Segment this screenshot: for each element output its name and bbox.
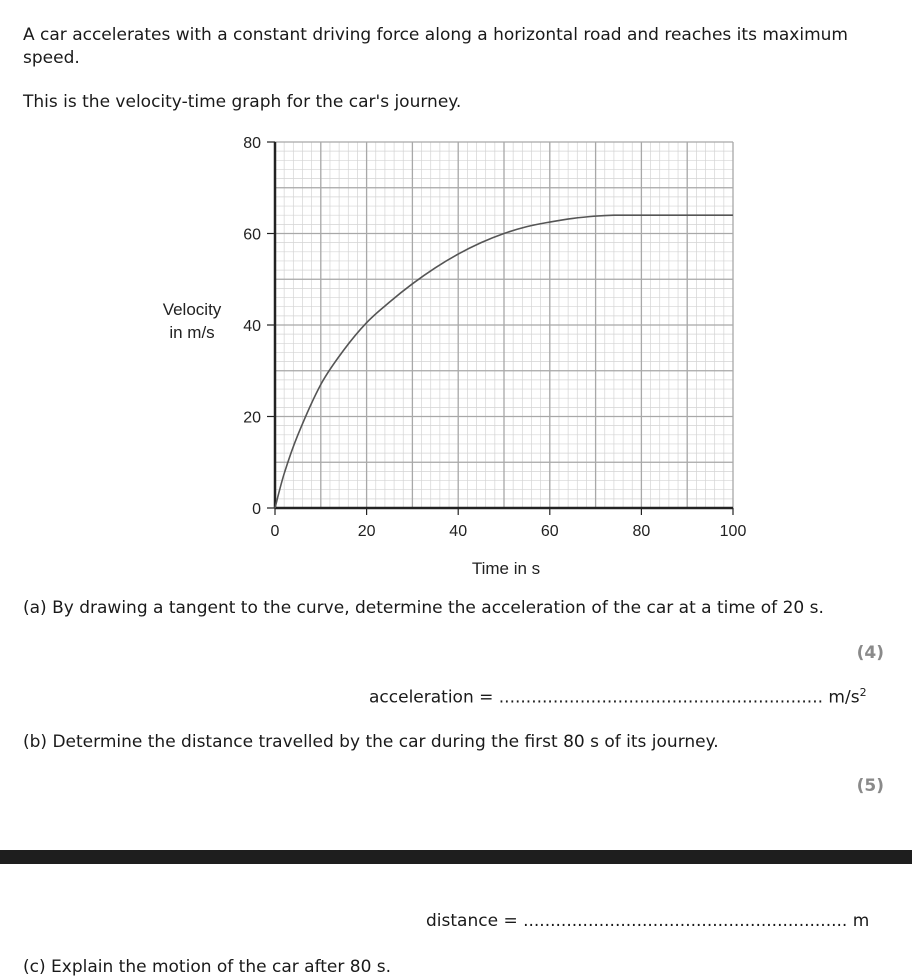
x-tick-label: 80 [632, 523, 651, 540]
acceleration-unit-exponent: 2 [859, 686, 867, 699]
acceleration-unit: m/s [828, 687, 860, 708]
question-a-text: By drawing a tangent to the curve, determine the acceleration of the car at a time of 20 s. [52, 598, 824, 618]
y-tick-label: 60 [243, 226, 261, 244]
y-tick-label: 0 [252, 501, 261, 518]
question-b-marks: (5) [856, 776, 884, 796]
x-tick-label: 60 [540, 523, 559, 540]
question-c [23, 956, 391, 978]
distance-answer-field[interactable]: ............................................................ [523, 911, 848, 931]
question-a-letter: (a) [23, 598, 47, 618]
question-b-letter: (b) [23, 732, 48, 752]
x-tick-label: 40 [449, 523, 468, 540]
intro-text: A car accelerates with a constant driving force along a horizontal road and reaches its maximum speed. [23, 25, 848, 68]
distance-unit: m [852, 911, 870, 931]
y-tick-label: 20 [243, 409, 261, 427]
velocity-time-graph [150, 125, 770, 585]
distance-answer-line [426, 911, 869, 931]
acceleration-answer-line [369, 686, 867, 708]
question-b [23, 731, 719, 753]
acceleration-label: acceleration = [369, 687, 494, 708]
distance-label: distance = [426, 911, 518, 931]
x-tick-label: 20 [357, 523, 376, 540]
y-axis-label-line1: Velocity [162, 300, 222, 319]
x-axis-label: Time in s [471, 559, 541, 578]
question-c-text: Explain the motion of the car after 80 s. [51, 957, 392, 977]
x-tick-label: 100 [719, 523, 747, 540]
x-tick-label: 0 [270, 523, 280, 540]
y-tick-label: 40 [243, 318, 261, 335]
question-a [23, 597, 824, 619]
acceleration-answer-field[interactable]: ............................................................ [498, 687, 824, 708]
y-axis-label-line2: in m/s [169, 323, 215, 342]
page-divider [0, 850, 912, 864]
question-b-text: Determine the distance travelled by the car during the first 80 s of its journey. [52, 732, 719, 752]
question-c-letter: (c) [23, 957, 46, 977]
y-tick-label: 80 [243, 135, 261, 152]
question-a-marks: (4) [856, 643, 884, 663]
intro-graph-text: This is the velocity-time graph for the car's journey. [23, 92, 462, 112]
